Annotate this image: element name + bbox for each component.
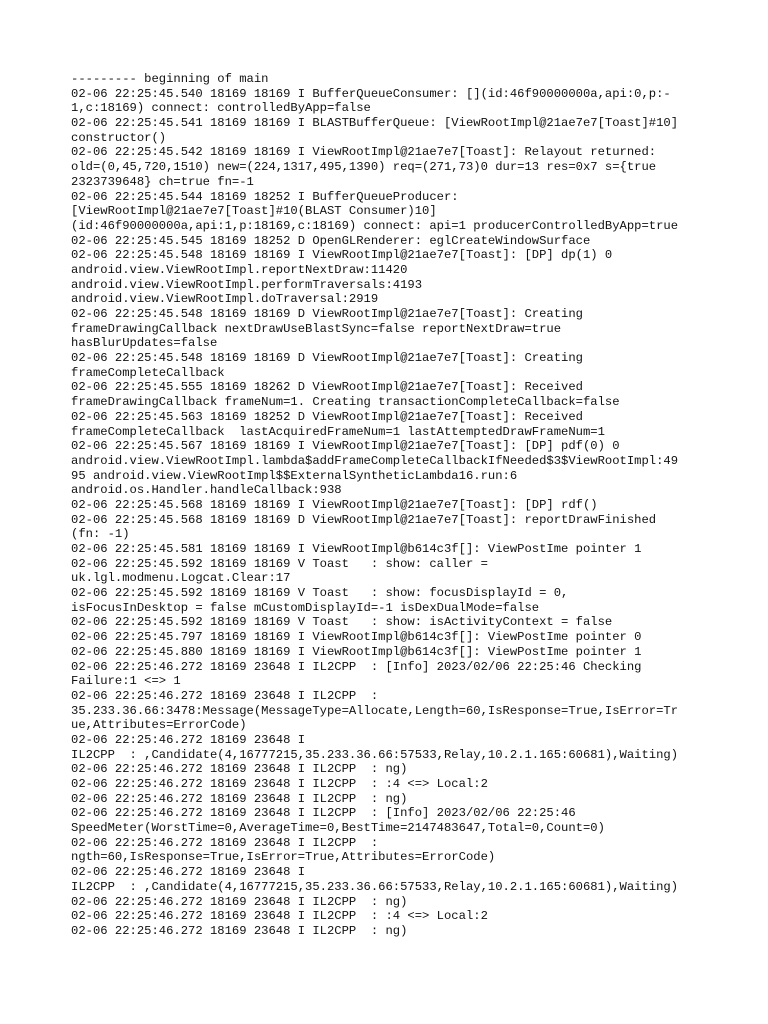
log-line: android.view.ViewRootImpl.performTraversals:4193 (71, 277, 423, 292)
log-line: 02-06 22:25:46.272 18169 23648 I (71, 732, 306, 747)
log-line: (id:46f90000000a,api:1,p:18169,c:18169) connect: api=1 producerControlledByApp=true (71, 218, 679, 233)
log-line: 02-06 22:25:45.581 18169 18169 I ViewRootImpl@b614c3f[]: ViewPostIme pointer 1 (71, 542, 642, 556)
log-line: 35.233.36.66:3478:Message(MessageType=Allocate,Length=60,IsResponse=True,IsError=Tr (71, 703, 679, 718)
log-line: old=(0,45,720,1510) new=(224,1317,495,1390) req=(271,73)0 dur=13 res=0x7 s={true (71, 160, 657, 175)
log-line: android.view.ViewRootImpl.doTraversal:2919 (71, 292, 379, 307)
log-line: 02-06 22:25:45.540 18169 18169 I BufferQueueConsumer: [](id:46f90000000a,api:0,p:- (71, 86, 671, 101)
log-line: 02-06 22:25:46.272 18169 23648 I IL2CPP : (71, 688, 379, 703)
log-line: --------- beginning of main (71, 72, 269, 86)
log-line: 02-06 22:25:45.567 18169 18169 I ViewRootImpl@21ae7e7[Toast]: [DP] pdf(0) 0 (71, 439, 620, 454)
log-line: constructor() (71, 130, 167, 145)
log-line: 02-06 22:25:45.548 18169 18169 I ViewRootImpl@21ae7e7[Toast]: [DP] dp(1) 0 (71, 248, 613, 263)
log-line: 02-06 22:25:46.272 18169 23648 I (71, 865, 306, 880)
log-line: 02-06 22:25:45.592 18169 18169 V Toast : show: isActivityContext = false (71, 615, 613, 630)
log-line: 02-06 22:25:45.544 18169 18252 I BufferQueueProducer: (71, 189, 459, 204)
log-line: 02-06 22:25:45.592 18169 18169 V Toast : show: focusDisplayId = 0, (71, 586, 569, 601)
log-line: [ViewRootImpl@21ae7e7[Toast]#10(BLAST Consumer)10] (71, 204, 437, 219)
log-line: 02-06 22:25:45.541 18169 18169 I BLASTBufferQueue: [ViewRootImpl@21ae7e7[Toast]#10] (71, 116, 679, 131)
log-line: isFocusInDesktop = false mCustomDisplayId=-1 isDexDualMode=false (71, 600, 540, 615)
log-line: android.view.ViewRootImpl.lambda$addFrameCompleteCallbackIfNeeded$3$ViewRootImpl:49 (71, 453, 679, 468)
log-line: hasBlurUpdates=false (71, 336, 218, 351)
log-line: 1,c:18169) connect: controlledByApp=false (71, 101, 371, 116)
log-line: 02-06 22:25:45.592 18169 18169 V Toast : show: caller = (71, 556, 488, 571)
log-line: ue,Attributes=ErrorCode) (71, 718, 247, 733)
log-line: 02-06 22:25:46.272 18169 23648 I IL2CPP : [Info] 2023/02/06 22:25:46 Checking (71, 659, 642, 674)
log-line: 02-06 22:25:46.272 18169 23648 I IL2CPP : ng) (71, 923, 408, 938)
log-line: 02-06 22:25:46.272 18169 23648 I IL2CPP : (71, 835, 379, 850)
log-line: 02-06 22:25:46.272 18169 23648 I IL2CPP : ng) (71, 762, 408, 777)
log-line: 02-06 22:25:46.272 18169 23648 I IL2CPP : :4 <=> Local:2 (71, 909, 488, 924)
log-line: 02-06 22:25:45.568 18169 18169 D ViewRootImpl@21ae7e7[Toast]: reportDrawFinished (71, 512, 657, 527)
log-line: 02-06 22:25:45.880 18169 18169 I ViewRootImpl@b614c3f[]: ViewPostIme pointer 1 (71, 644, 642, 659)
log-line: 02-06 22:25:45.548 18169 18169 D ViewRootImpl@21ae7e7[Toast]: Creating (71, 307, 583, 321)
log-line: 02-06 22:25:45.542 18169 18169 I ViewRootImpl@21ae7e7[Toast]: Relayout returned: (71, 145, 657, 160)
log-line: IL2CPP : ,Candidate(4,16777215,35.233.36.66:57533,Relay,10.2.1.165:60681),Waiting) (71, 747, 679, 762)
log-line: 02-06 22:25:46.272 18169 23648 I IL2CPP : ng) (71, 894, 408, 909)
log-line: 02-06 22:25:46.272 18169 23648 I IL2CPP : [Info] 2023/02/06 22:25:46 (71, 806, 576, 821)
log-line: ngth=60,IsResponse=True,IsError=True,Attributes=ErrorCode) (71, 850, 496, 865)
log-line: android.os.Handler.handleCallback:938 (71, 483, 342, 498)
log-line: uk.lgl.modmenu.Logcat.Clear:17 (71, 571, 291, 586)
log-line: 02-06 22:25:45.797 18169 18169 I ViewRootImpl@b614c3f[]: ViewPostIme pointer 0 (71, 630, 642, 645)
log-line: frameCompleteCallback (71, 365, 225, 380)
log-line: Failure:1 <=> 1 (71, 674, 181, 689)
log-line: 02-06 22:25:45.555 18169 18262 D ViewRootImpl@21ae7e7[Toast]: Received (71, 380, 583, 395)
log-line: 02-06 22:25:45.548 18169 18169 D ViewRootImpl@21ae7e7[Toast]: Creating (71, 351, 583, 366)
log-line: 02-06 22:25:45.563 18169 18252 D ViewRootImpl@21ae7e7[Toast]: Received (71, 409, 583, 424)
log-line: 02-06 22:25:46.272 18169 23648 I IL2CPP : ng) (71, 791, 408, 806)
log-line: 02-06 22:25:45.568 18169 18169 I ViewRootImpl@21ae7e7[Toast]: [DP] rdf() (71, 497, 598, 512)
log-line: IL2CPP : ,Candidate(4,16777215,35.233.36.66:57533,Relay,10.2.1.165:60681),Waiting) (71, 879, 679, 894)
log-text-block (71, 72, 711, 939)
log-line: 2323739648} ch=true fn=-1 (71, 174, 254, 189)
log-line: android.view.ViewRootImpl.reportNextDraw:11420 (71, 262, 408, 277)
log-line: frameDrawingCallback nextDrawUseBlastSync=false reportNextDraw=true (71, 321, 562, 336)
log-line: 02-06 22:25:45.545 18169 18252 D OpenGLRenderer: eglCreateWindowSurface (71, 233, 591, 248)
log-line: frameCompleteCallback lastAcquiredFrameNum=1 lastAttemptedDrawFrameNum=1 (71, 424, 605, 439)
log-line: (fn: -1) (71, 527, 130, 542)
log-line: 02-06 22:25:46.272 18169 23648 I IL2CPP : :4 <=> Local:2 (71, 777, 488, 791)
log-line: frameDrawingCallback frameNum=1. Creating transactionCompleteCallback=false (71, 395, 620, 410)
log-line: SpeedMeter(WorstTime=0,AverageTime=0,BestTime=2147483647,Total=0,Count=0) (71, 821, 605, 836)
log-line: 95 android.view.ViewRootImpl$$ExternalSyntheticLambda16.run:6 (71, 468, 518, 483)
